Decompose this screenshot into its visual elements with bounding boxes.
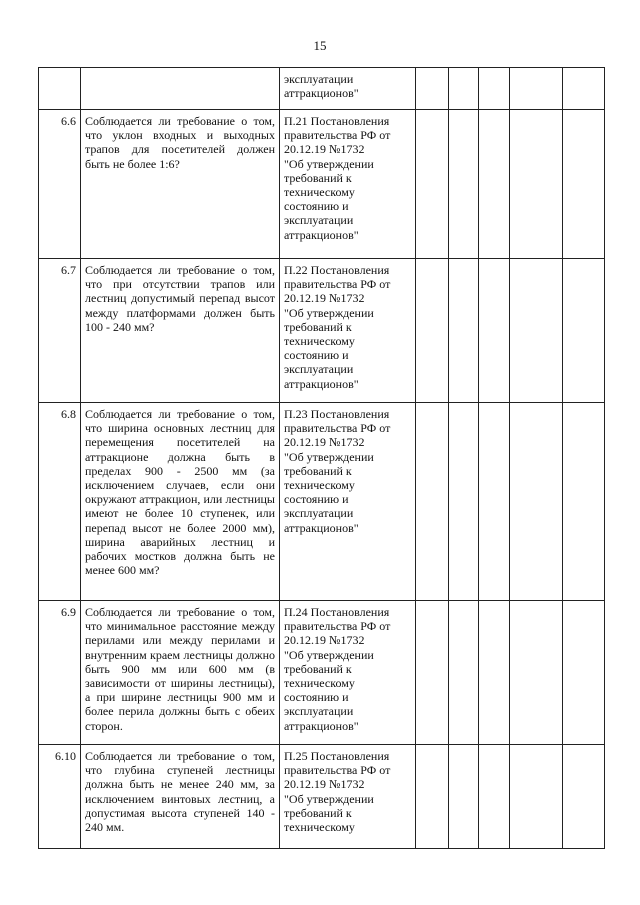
answer-cell-yes (416, 745, 449, 849)
answer-cell-yes (416, 68, 449, 110)
answer-cell-no (449, 110, 479, 259)
requirement-question: Соблюдается ли требование о том, что минимальное расстояние между перилами или между перилами и внутренним краем лестницы должно быть 900 мм или 600 мм (в зависимости от ширины лестницы), а при ширине лестницы 900 мм и более перила должны быть с обеих сторон. (81, 601, 280, 745)
table-row (39, 68, 605, 110)
answer-cell-no (449, 745, 479, 849)
legal-basis: П.25 Постановления правительства РФ от 20.12.19 №1732 "Об утверждении требований к техническому (280, 745, 416, 849)
table-row (39, 110, 605, 259)
notes-cell (563, 745, 605, 849)
requirement-question (81, 68, 280, 110)
answer-cell-na (479, 601, 510, 745)
row-number: 6.10 (39, 745, 81, 849)
answer-cell-extra (510, 259, 563, 403)
answer-cell-na (479, 403, 510, 601)
answer-cell-na (479, 259, 510, 403)
answer-cell-no (449, 68, 479, 110)
legal-basis: П.24 Постановления правительства РФ от 20.12.19 №1732 "Об утверждении требований к техническому состоянию и эксплуатации аттракционов" (280, 601, 416, 745)
legal-basis: П.21 Постановления правительства РФ от 20.12.19 №1732 "Об утверждении требований к техническому состоянию и эксплуатации аттракционов" (280, 110, 416, 259)
legal-basis: эксплуатации аттракционов" (280, 68, 416, 110)
answer-cell-na (479, 110, 510, 259)
row-number: 6.8 (39, 403, 81, 601)
page-number: 15 (313, 38, 327, 53)
row-number: 6.9 (39, 601, 81, 745)
requirement-question: Соблюдается ли требование о том, что при отсутствии трапов или лестниц допустимый перепад высот между платформами должен быть 100 - 240 мм? (81, 259, 280, 403)
answer-cell-extra (510, 403, 563, 601)
answer-cell-yes (416, 110, 449, 259)
requirement-question: Соблюдается ли требование о том, что глубина ступеней лестницы должна быть не менее 240 мм, за исключением винтовых лестниц, а допустимая высота ступеней 140 - 240 мм. (81, 745, 280, 849)
notes-cell (563, 259, 605, 403)
answer-cell-extra (510, 745, 563, 849)
answer-cell-no (449, 259, 479, 403)
checklist-table (38, 67, 605, 849)
table-row (39, 745, 605, 849)
requirement-question: Соблюдается ли требование о том, что уклон входных и выходных трапов для посетителей должен быть не более 1:6? (81, 110, 280, 259)
row-number: 6.7 (39, 259, 81, 403)
answer-cell-yes (416, 259, 449, 403)
notes-cell (563, 110, 605, 259)
row-number: 6.6 (39, 110, 81, 259)
answer-cell-extra (510, 110, 563, 259)
table-row (39, 403, 605, 601)
legal-basis: П.23 Постановления правительства РФ от 20.12.19 №1732 "Об утверждении требований к техническому состоянию и эксплуатации аттракционов" (280, 403, 416, 601)
answer-cell-na (479, 745, 510, 849)
legal-basis: П.22 Постановления правительства РФ от 20.12.19 №1732 "Об утверждении требований к техническому состоянию и эксплуатации аттракционов" (280, 259, 416, 403)
notes-cell (563, 403, 605, 601)
notes-cell (563, 601, 605, 745)
answer-cell-no (449, 601, 479, 745)
answer-cell-extra (510, 68, 563, 110)
row-number (39, 68, 81, 110)
answer-cell-yes (416, 403, 449, 601)
table-row (39, 601, 605, 745)
requirement-question: Соблюдается ли требование о том, что ширина основных лестниц для перемещения посетителей на аттракционе должна быть в пределах 900 - 2500 мм (за исключением случаев, если они окружают аттракцион, или лестницы имеют не более 10 ступенек, или перепад высот не более 2000 мм), ширина аварийных лестниц и рабочих мостков должна быть не менее 600 мм? (81, 403, 280, 601)
answer-cell-yes (416, 601, 449, 745)
answer-cell-extra (510, 601, 563, 745)
table-row (39, 259, 605, 403)
notes-cell (563, 68, 605, 110)
answer-cell-no (449, 403, 479, 601)
answer-cell-na (479, 68, 510, 110)
